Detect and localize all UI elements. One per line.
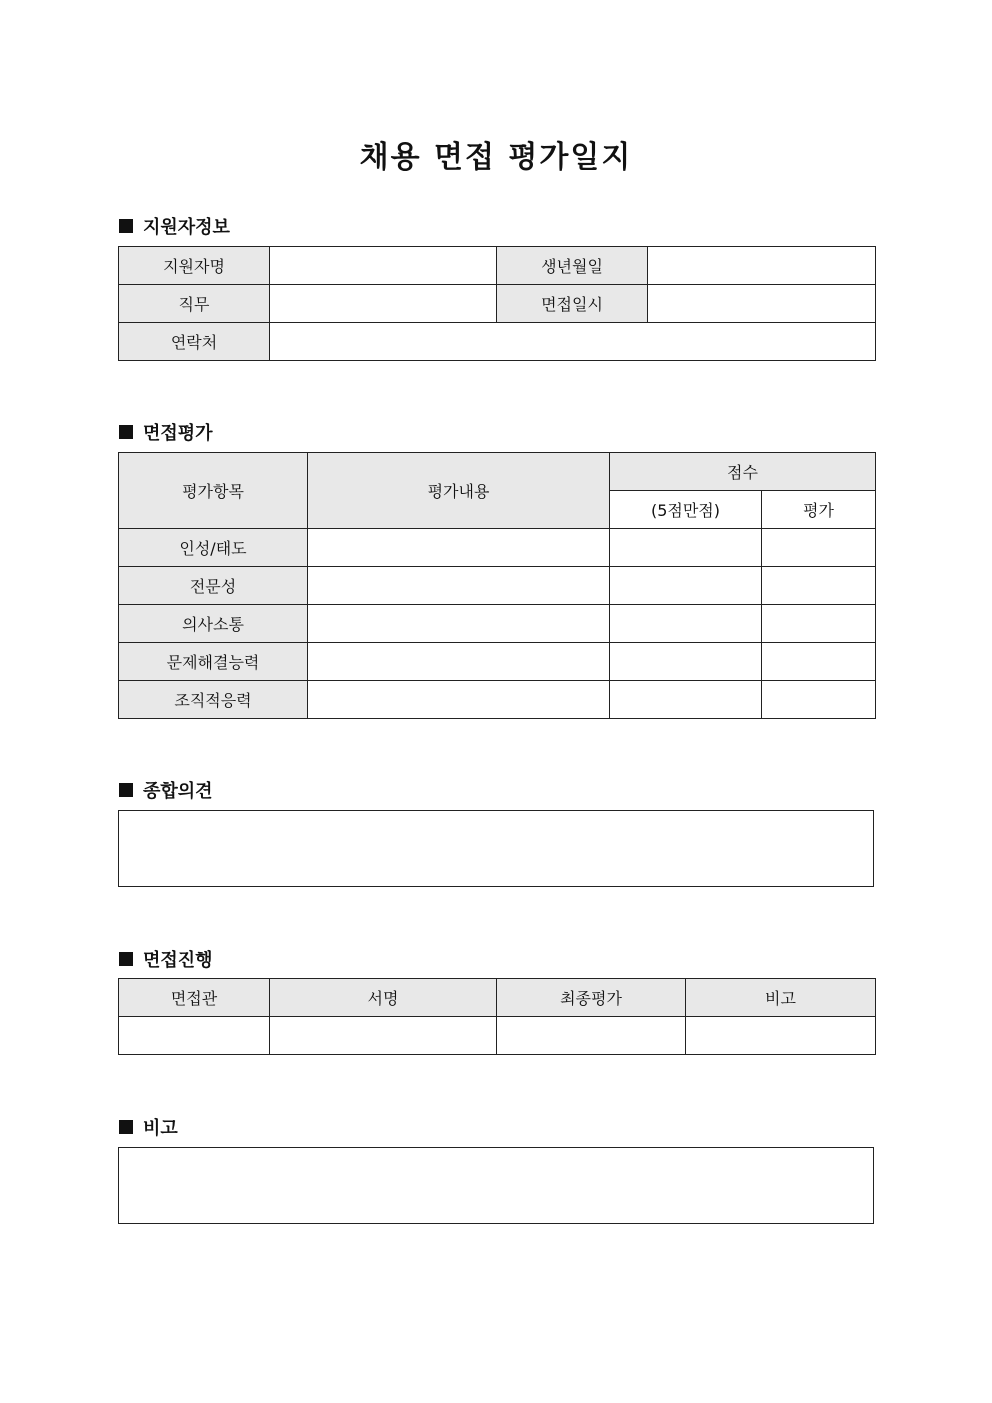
eval-grade-field[interactable]: [762, 681, 876, 719]
eval-score-field[interactable]: [610, 605, 762, 643]
header-item: 평가항목: [119, 453, 308, 529]
section-applicant-header: [119, 213, 230, 239]
header-final-evaluation: 최종평가: [497, 979, 686, 1017]
table-row: [119, 1017, 876, 1055]
section-progress-header: [119, 946, 213, 972]
page-title: 채용 면접 평가일지: [359, 140, 633, 175]
table-row: [119, 681, 876, 719]
table-row: [119, 323, 876, 361]
contact-label: 연락처: [119, 323, 270, 361]
name-field[interactable]: [270, 247, 497, 285]
square-bullet-icon: [119, 219, 133, 233]
section-applicant-title: 지원자정보: [143, 217, 230, 238]
section-opinion-title: 종합의견: [143, 781, 213, 802]
table-row: [119, 605, 876, 643]
note-field[interactable]: [686, 1017, 876, 1055]
square-bullet-icon: [119, 1120, 133, 1134]
table-row: [119, 247, 876, 285]
square-bullet-icon: [119, 783, 133, 797]
eval-item-label: 조직적응력: [119, 681, 308, 719]
header-signature: 서명: [270, 979, 497, 1017]
eval-content-field[interactable]: [308, 643, 610, 681]
eval-score-field[interactable]: [610, 681, 762, 719]
eval-item-label: 의사소통: [119, 605, 308, 643]
table-row: [119, 453, 876, 491]
eval-content-field[interactable]: [308, 605, 610, 643]
section-evaluation-title: 면접평가: [143, 423, 213, 444]
section-remarks-header: [119, 1114, 178, 1140]
opinion-field[interactable]: [118, 810, 874, 887]
eval-score-field[interactable]: [610, 643, 762, 681]
job-label: 직무: [119, 285, 270, 323]
section-evaluation-header: [119, 419, 213, 445]
header-interviewer: 면접관: [119, 979, 270, 1017]
square-bullet-icon: [119, 425, 133, 439]
table-row: [119, 567, 876, 605]
eval-content-field[interactable]: [308, 567, 610, 605]
interview-date-label: 면접일시: [497, 285, 648, 323]
eval-content-field[interactable]: [308, 529, 610, 567]
interview-date-field[interactable]: [648, 285, 876, 323]
header-content: 평가내용: [308, 453, 610, 529]
applicant-info-table: [118, 246, 876, 361]
progress-table: [118, 978, 876, 1055]
table-row: [119, 285, 876, 323]
header-note: 비고: [686, 979, 876, 1017]
header-score-sub: (5점만점): [610, 491, 762, 529]
final-evaluation-field[interactable]: [497, 1017, 686, 1055]
square-bullet-icon: [119, 952, 133, 966]
evaluation-table: [118, 452, 876, 719]
interviewer-field[interactable]: [119, 1017, 270, 1055]
contact-field[interactable]: [270, 323, 876, 361]
remarks-field[interactable]: [118, 1147, 874, 1224]
eval-content-field[interactable]: [308, 681, 610, 719]
eval-grade-field[interactable]: [762, 643, 876, 681]
table-row: [119, 979, 876, 1017]
eval-item-label: 전문성: [119, 567, 308, 605]
table-row: [119, 529, 876, 567]
eval-score-field[interactable]: [610, 567, 762, 605]
birth-field[interactable]: [648, 247, 876, 285]
eval-item-label: 인성/태도: [119, 529, 308, 567]
section-progress-title: 면접진행: [143, 950, 213, 971]
birth-label: 생년월일: [497, 247, 648, 285]
eval-grade-field[interactable]: [762, 605, 876, 643]
eval-item-label: 문제해결능력: [119, 643, 308, 681]
job-field[interactable]: [270, 285, 497, 323]
eval-score-field[interactable]: [610, 529, 762, 567]
eval-grade-field[interactable]: [762, 529, 876, 567]
section-remarks-title: 비고: [143, 1118, 178, 1139]
name-label: 지원자명: [119, 247, 270, 285]
table-row: [119, 643, 876, 681]
header-grade: 평가: [762, 491, 876, 529]
header-score: 점수: [610, 453, 876, 491]
eval-grade-field[interactable]: [762, 567, 876, 605]
signature-field[interactable]: [270, 1017, 497, 1055]
section-opinion-header: [119, 777, 213, 803]
